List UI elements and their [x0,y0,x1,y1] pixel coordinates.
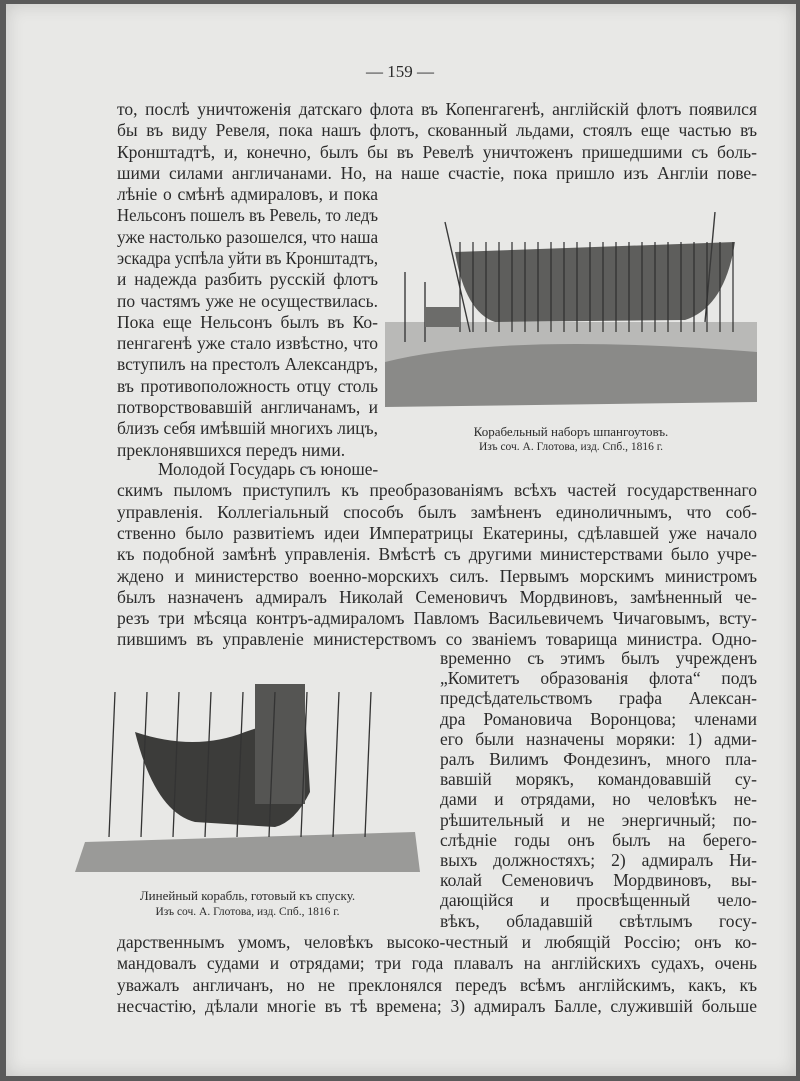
text-line: Пока еще Нельсонъ былъ въ Ко- [117,311,378,332]
text-line: дарственнымъ умомъ, человѣкъ высоко-честный и любящій Россію; онъ ко- [117,932,757,952]
text-line: шими силами англичанами. Но, на наше счастіе, пока пришло изъ Англіи пове- [117,162,757,183]
text-line: то, послѣ уничтоженія датскаго флота въ Копенгагенѣ, англійскій флотъ появился [117,99,757,119]
text-line: колай Семеновичъ Мордвиновъ, вы- [440,870,757,891]
scaffold-pole [333,692,339,837]
text-line: управленія. Коллегіальный способъ былъ замѣненъ единоличнымъ, что соб- [117,501,757,522]
text-line: выхъ должностяхъ; 2) адмиралъ Ни- [440,850,757,870]
text-line: Молодой Государь съ юноше- [158,459,379,479]
text-line: дами и отрядами, но человѣкъ не- [440,789,757,810]
figure-ship-frames-illustration [385,212,757,412]
text-line: пенгагенѣ уже стало извѣстно, что [117,333,378,354]
scaffold-pole [365,692,371,837]
text-line: эскадра успѣла уйти въ Кронштадтъ, [117,247,378,268]
text-line: близъ себя имѣвшій многихъ лицъ, [117,418,378,439]
text-line: въ противоположность отцу столь [117,375,378,396]
text-line: дра Романовича Воронцова; членами [440,708,757,729]
text-line: потворствовавшій англичанамъ, и [117,397,378,417]
figure1-caption: Корабельный наборъ шпангоутовъ. [473,424,669,439]
text-line: бы въ виду Ревеля, пока нашъ флотъ, скованный льдами, стоялъ еще частью въ [117,120,757,141]
figure1-source: Изъ соч. А. Глотова, изд. Спб., 1816 г. [478,441,664,453]
text-line: уважалъ англичанъ, но не преклонялся передъ всѣмъ англійскимъ, какъ, къ [117,974,757,995]
text-line: преклонявшихся передъ ними. [117,439,346,460]
text-line: ственно было развитіемъ идеи Императрицы Екатерины, сдѣлавшей уже начало [117,522,757,543]
text-line: къ подобной замѣнѣ управленія. Вмѣстѣ съ другими министерствами было учре- [117,544,757,565]
text-line: слѣдніе годы онъ былъ на берего- [440,829,757,850]
text-line: и надежда разбить русскій флотъ [117,269,378,290]
figure2-source: Изъ соч. А. Глотова, изд. Спб., 1816 г. [155,906,340,918]
text-line: вступилъ на престолъ Александръ, [117,354,378,375]
text-line: лѣніе о смѣнѣ адмираловъ, и пока [117,184,378,204]
page-number: — 159 — [366,62,434,81]
text-line: Нельсонъ пошелъ въ Ревель, то ледъ [117,205,378,226]
text-line: вѣкъ, обладавшій свѣтлымъ госу- [440,910,757,931]
text-line: ждено и министерство военно-морскихъ силъ. Первымъ морскимъ министромъ [117,565,757,586]
text-line: несчастію, дѣлали многіе въ тѣ времена; 3) адмиралъ Балле, служившій больше [117,995,757,1016]
text-line: уже настолько разошелся, что наша [117,226,379,247]
text-line: предсѣдательствомъ графа Алексан- [440,688,757,709]
text-line: былъ назначенъ адмиралъ Николай Семеновичъ Мордвиновъ, замѣненный че- [117,586,757,607]
figure-ship-of-the-line-illustration [75,672,420,872]
scaffold-pole [109,692,115,837]
text-line: резъ три мѣсяца контръ-адмираломъ Павломъ Васильевичемъ Чичаговымъ, всту- [117,608,757,629]
text-line: мандовалъ судами и отрядами; три года плавалъ на англійскихъ судахъ, очень [117,953,757,974]
text-line: его были назначены моряки: 1) адми- [440,728,757,749]
text-line: Кронштадтѣ, и, конечно, былъ бы въ Ревелѣ уничтоженъ пришедшими съ боль- [117,141,757,162]
text-line: по частямъ уже не осуществилась. [117,290,378,311]
text-line: пившимъ въ управленіе министерствомъ со званіемъ товарища министра. Одно- [117,629,757,650]
text-line: вавшій морякъ, командовавшій су- [440,769,757,790]
text-line: ралъ Вилимъ Фондезинъ, много пла- [440,749,757,769]
text-line: временно съ этимъ былъ учрежденъ [440,648,757,668]
figure2-caption: Линейный корабль, готовый къ спуску. [139,888,356,903]
text-line: „Комитетъ образованія флота“ подъ [440,668,757,689]
text-line: дающійся и просвѣщенный чело- [440,890,757,911]
text-line: рѣшительный и не энергичный; по- [440,809,757,830]
text-line: скимъ пыломъ приступилъ къ преобразованіямъ всѣхъ частей государственнаго [117,480,757,501]
